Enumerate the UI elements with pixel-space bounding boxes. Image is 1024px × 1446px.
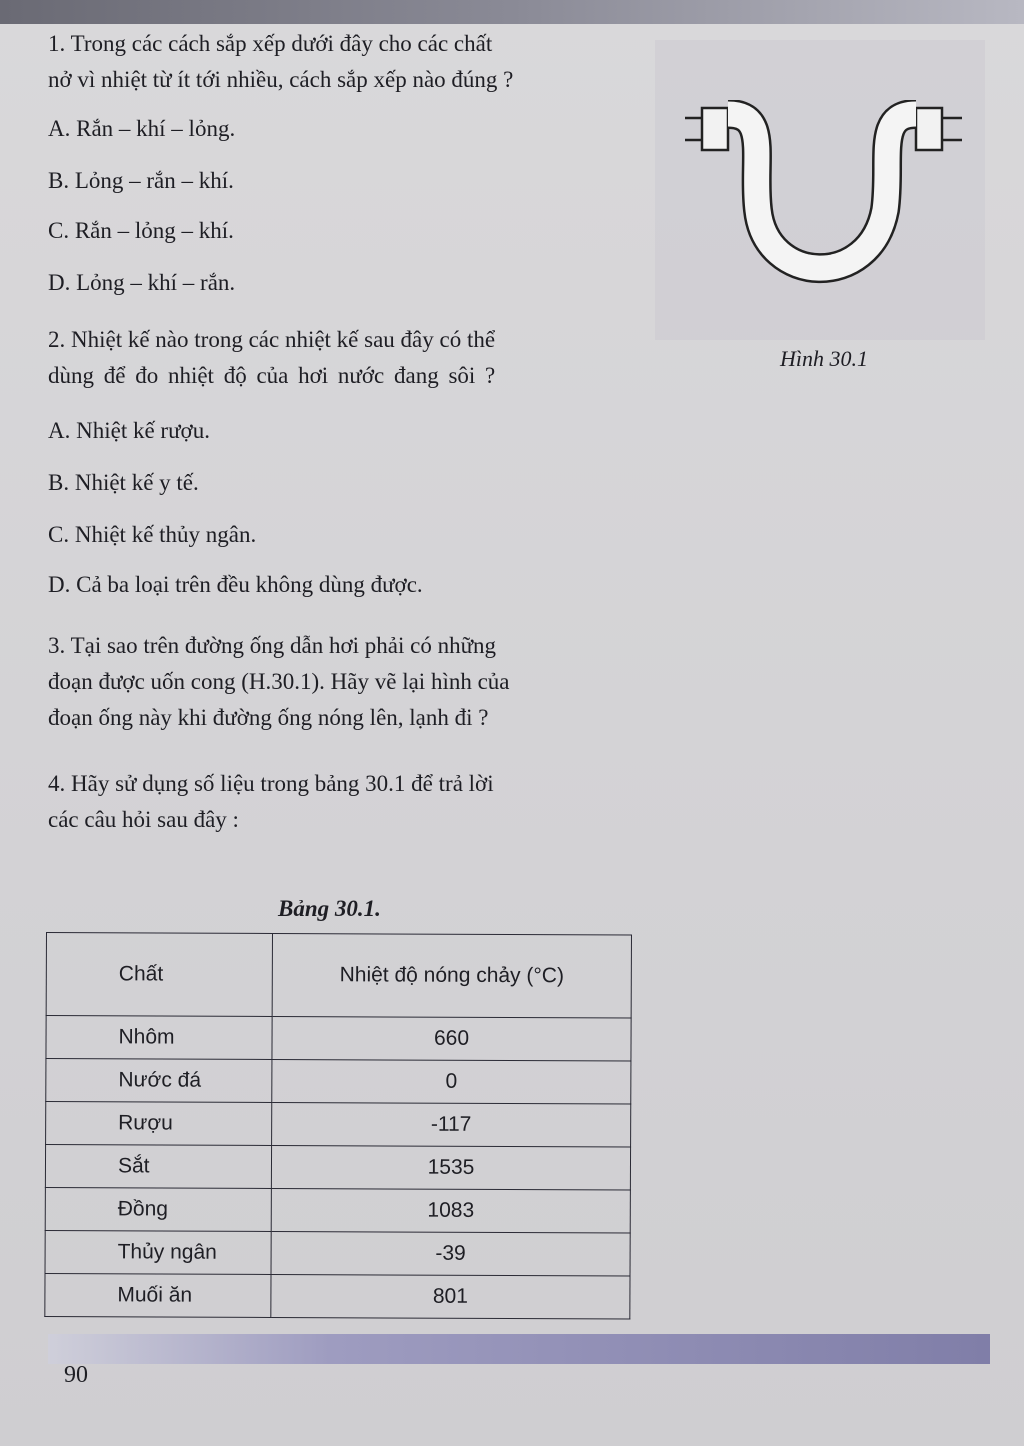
question-3-line-3: đoạn ống này khi đường ống nóng lên, lạnh đi ?	[48, 705, 489, 730]
cell-substance: Rượu	[46, 1102, 272, 1146]
page-number: 90	[64, 1362, 88, 1388]
u-shaped-pipe-diagram	[680, 100, 970, 330]
question-2-line-1: 2. Nhiệt kế nào trong các nhiệt kế sau đây có thể	[48, 327, 496, 352]
question-4-line-1: 4. Hãy sử dụng số liệu trong bảng 30.1 để trả lời	[48, 771, 494, 796]
cell-substance: Đồng	[45, 1187, 271, 1231]
question-1-option-d: D. Lỏng – khí – rắn.	[48, 270, 236, 295]
top-header-band	[0, 0, 1024, 24]
cell-melting-point: 660	[272, 1016, 631, 1061]
question-1-line-1: 1. Trong các cách sắp xếp dưới đây cho các chất	[48, 31, 493, 56]
footer-band	[48, 1334, 990, 1364]
question-4-line-2: các câu hỏi sau đây :	[48, 807, 239, 832]
question-2-option-d: D. Cả ba loại trên đều không dùng được.	[48, 572, 423, 597]
question-1-option-a: A. Rắn – khí – lỏng.	[48, 116, 236, 141]
table-row	[45, 1230, 630, 1276]
question-2	[48, 322, 628, 394]
question-2-option-c: C. Nhiệt kế thủy ngân.	[48, 522, 257, 547]
question-1-line-2: nở vì nhiệt từ ít tới nhiều, cách sắp xếp nào đúng ?	[48, 67, 514, 92]
cell-melting-point: 1535	[271, 1145, 630, 1190]
table-row	[46, 1059, 631, 1105]
header-melting-point: Nhiệt độ nóng chảy (°C)	[272, 933, 631, 1018]
table-row	[46, 1102, 631, 1148]
question-3-line-2: đoạn được uốn cong (H.30.1). Hãy vẽ lại hình của	[48, 669, 510, 694]
table-row	[45, 1273, 630, 1319]
table-title: Bảng 30.1.	[278, 896, 381, 921]
cell-melting-point: -39	[271, 1231, 630, 1276]
cell-substance: Muối ăn	[45, 1273, 271, 1317]
question-3	[48, 628, 628, 736]
cell-substance: Thủy ngân	[45, 1230, 271, 1274]
question-1-option-b: B. Lỏng – rắn – khí.	[48, 168, 234, 193]
cell-substance: Nước đá	[46, 1059, 272, 1103]
question-3-line-1: 3. Tại sao trên đường ống dẫn hơi phải có những	[48, 633, 497, 658]
table-row	[45, 1145, 630, 1191]
question-1-option-c: C. Rắn – lỏng – khí.	[48, 218, 234, 243]
header-substance: Chất	[46, 933, 272, 1017]
table-row	[46, 1016, 631, 1062]
table-header-row	[46, 933, 631, 1019]
melting-point-table	[44, 932, 632, 1320]
cell-melting-point: 0	[272, 1059, 631, 1104]
cell-melting-point: 1083	[271, 1188, 630, 1233]
cell-substance: Sắt	[45, 1145, 271, 1189]
question-4	[48, 766, 628, 838]
cell-melting-point: 801	[271, 1274, 630, 1319]
question-2-line-2: dùng để đo nhiệt độ của hơi nước đang sôi ?	[48, 363, 496, 388]
table-row	[45, 1187, 630, 1233]
question-1	[48, 26, 628, 98]
figure-caption: Hình 30.1	[780, 346, 868, 371]
question-2-option-a: A. Nhiệt kế rượu.	[48, 418, 210, 443]
question-2-option-b: B. Nhiệt kế y tế.	[48, 470, 199, 495]
cell-melting-point: -117	[272, 1102, 631, 1147]
cell-substance: Nhôm	[46, 1016, 272, 1060]
